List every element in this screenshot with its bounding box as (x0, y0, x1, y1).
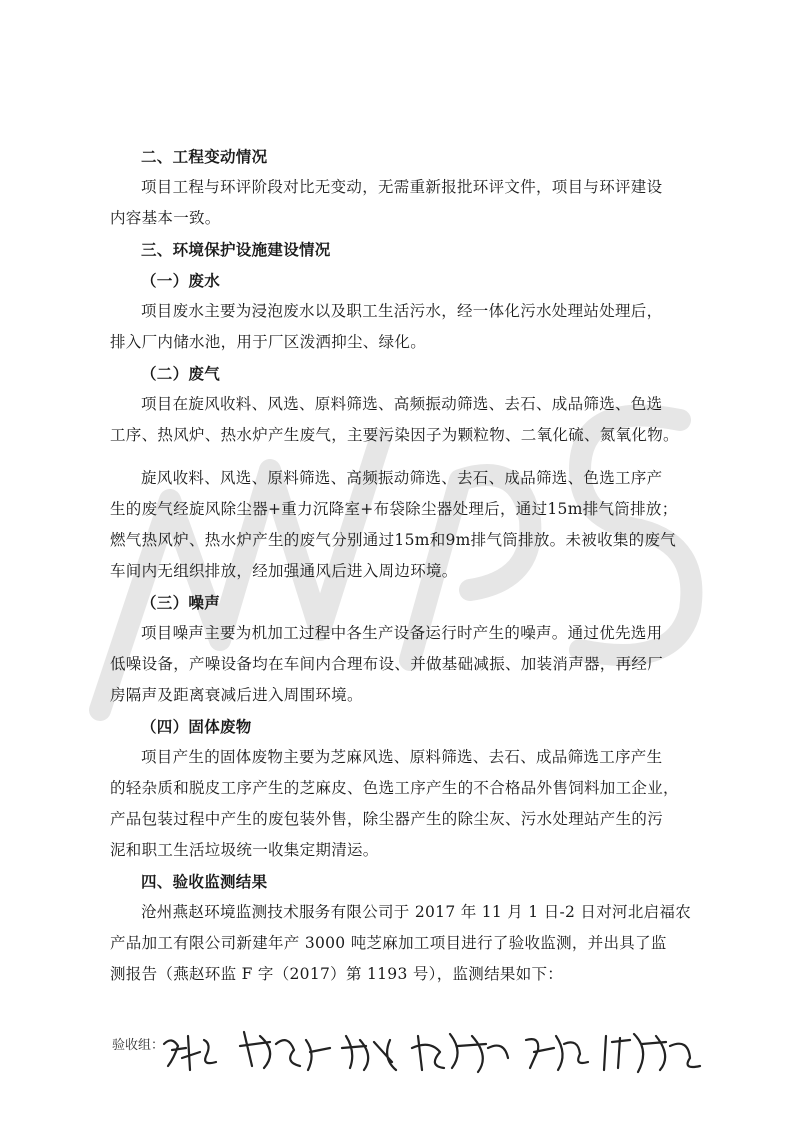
paragraph-line: 车间内无组织排放，经加强通风后进入周边环境。 (110, 562, 458, 580)
paragraph-line: 的轻杂质和脱皮工序产生的芝麻皮、色选工序产生的不合格品外售饲料加工企业， (110, 779, 679, 797)
paragraph-line: 产品包装过程中产生的废包装外售，除尘器产生的除尘灰、污水处理站产生的污 (110, 810, 664, 828)
paragraph-line: 工序、热风炉、热水炉产生废气，主要污染因子为颗粒物、二氧化硫、氮氧化物。 (110, 426, 679, 444)
paragraph-line: 沧州燕赵环境监测技术服务有限公司于 2017 年 11 月 1 日-2 日对河北启福农 (141, 903, 692, 921)
section-heading-facilities: 三、环境保护设施建设情况 (141, 240, 331, 259)
paragraph-line: 产品加工有限公司新建年产 3000 吨芝麻加工项目进行了验收监测，并出具了监 (110, 934, 667, 952)
paragraph-line: 项目在旋风收料、风选、原料筛选、高频振动筛选、去石、成品筛选、色选 (141, 395, 663, 413)
signature-label: 验收组： (112, 1038, 165, 1053)
section-heading-changes: 二、工程变动情况 (141, 147, 268, 166)
paragraph-line: 项目废水主要为浸泡废水以及职工生活污水，经一体化污水处理站处理后， (141, 302, 663, 320)
paragraph-line: 项目工程与环评阶段对比无变动，无需重新报批环评文件，项目与环评建设 (141, 178, 663, 196)
paragraph-line: 旋风收料、风选、原料筛选、高频振动筛选、去石、成品筛选、色选工序产 (141, 469, 663, 487)
subsection-heading-wastewater: （一）废水 (141, 271, 221, 290)
paragraph-line: 内容基本一致。 (110, 209, 221, 227)
paragraph-line: 项目产生的固体废物主要为芝麻风选、原料筛选、去石、成品筛选工序产生 (141, 748, 663, 766)
paragraph-line: 低噪设备，产噪设备均在车间内合理布设、并做基础减振、加装消声器，再经厂 (110, 655, 664, 673)
section-heading-monitoring: 四、验收监测结果 (141, 872, 268, 891)
paragraph-line: 燃气热风炉、热水炉产生的废气分别通过15m和9m排气筒排放。未被收集的废气 (110, 531, 677, 549)
paragraph-line: 测报告（燕赵环监 F 字（2017）第 1193 号），监测结果如下： (110, 965, 564, 983)
subsection-heading-exhaust: （二）废气 (141, 364, 221, 383)
signature-row (112, 1022, 692, 1082)
paragraph-line: 排入厂内储水池，用于厂区泼洒抑尘、绿化。 (110, 333, 427, 351)
paragraph-line: 泥和职工生活垃圾统一收集定期清运。 (110, 841, 379, 859)
paragraph-line: 生的废气经旋风除尘器+重力沉降室+布袋除尘器处理后，通过15m排气筒排放； (110, 500, 678, 518)
subsection-heading-noise: （三）噪声 (141, 593, 221, 612)
handwritten-signatures (160, 1022, 720, 1078)
paragraph-line: 项目噪声主要为机加工过程中各生产设备运行时产生的噪声。通过优先选用 (141, 624, 663, 642)
paragraph-gap (110, 451, 690, 463)
document-body (110, 141, 690, 990)
subsection-heading-solid-waste: （四）固体废物 (141, 717, 252, 736)
paragraph-line: 房隔声及距离衰减后进入周围环境。 (110, 686, 363, 704)
